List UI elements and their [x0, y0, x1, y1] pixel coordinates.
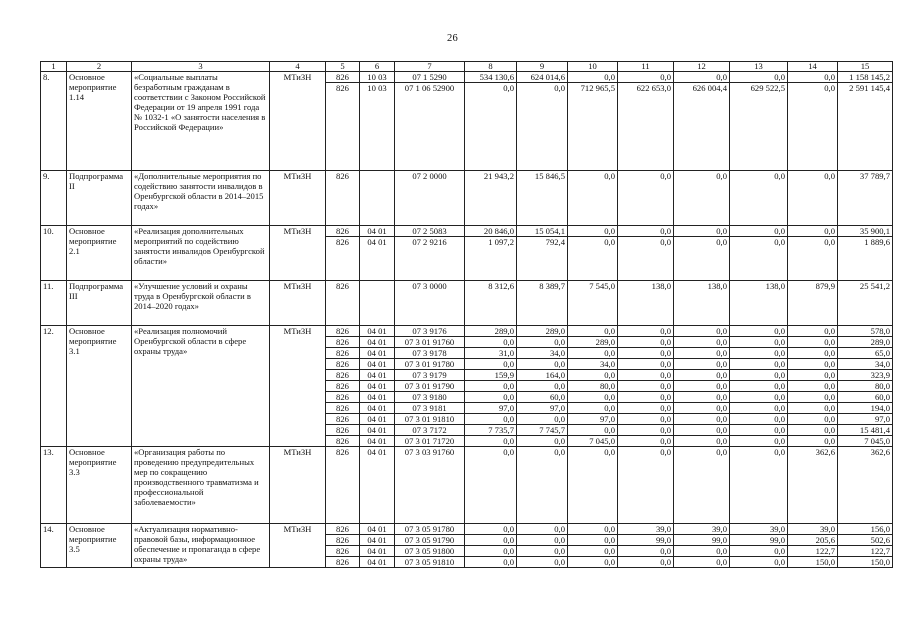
cell-c14: 150,0 — [788, 557, 838, 568]
executor: МТиЗН — [270, 447, 326, 524]
cell-c15: 25 541,2 — [838, 281, 893, 326]
event-name: «Актуализация нормативно-правовой базы, информационное обеспечение и пропаганда в сфере охраны труда» — [132, 524, 270, 568]
cell-c5: 826 — [326, 281, 360, 326]
cell-c14: 0,0 — [788, 359, 838, 370]
cell-c10: 0,0 — [568, 557, 618, 568]
cell-c5: 826 — [326, 381, 360, 392]
table-row — [41, 524, 893, 535]
cell-c13: 39,0 — [730, 524, 788, 535]
header-cell-1: 1 — [41, 62, 67, 72]
cell-c6: 04 01 — [360, 436, 395, 447]
cell-c5: 826 — [326, 370, 360, 381]
cell-c10: 0,0 — [568, 447, 618, 524]
cell-c11: 0,0 — [618, 546, 674, 557]
cell-c7: 07 3 9181 — [395, 403, 465, 414]
event-type: Подпрограмма II — [67, 171, 132, 226]
cell-c8: 159,9 — [465, 370, 517, 381]
cell-c15: 2 591 145,4 — [838, 83, 893, 171]
cell-c6: 04 01 — [360, 370, 395, 381]
executor: МТиЗН — [270, 72, 326, 171]
cell-c7: 07 3 9176 — [395, 326, 465, 337]
cell-c10: 34,0 — [568, 359, 618, 370]
cell-c15: 80,0 — [838, 381, 893, 392]
cell-c9: 164,0 — [517, 370, 568, 381]
cell-c5: 826 — [326, 535, 360, 546]
cell-c12: 0,0 — [674, 337, 730, 348]
cell-c11: 0,0 — [618, 425, 674, 436]
row-number: 11. — [41, 281, 67, 326]
cell-c12: 0,0 — [674, 370, 730, 381]
cell-c9: 0,0 — [517, 436, 568, 447]
cell-c7: 07 3 05 91790 — [395, 535, 465, 546]
row-number: 10. — [41, 226, 67, 281]
cell-c7: 07 3 9180 — [395, 392, 465, 403]
cell-c11: 0,0 — [618, 403, 674, 414]
cell-c13: 0,0 — [730, 370, 788, 381]
cell-c5: 826 — [326, 546, 360, 557]
cell-c15: 502,6 — [838, 535, 893, 546]
cell-c12: 0,0 — [674, 171, 730, 226]
header-cell-14: 14 — [788, 62, 838, 72]
cell-c13: 0,0 — [730, 226, 788, 237]
cell-c10: 0,0 — [568, 237, 618, 281]
header-cell-9: 9 — [517, 62, 568, 72]
cell-c10: 80,0 — [568, 381, 618, 392]
cell-c7: 07 3 01 71720 — [395, 436, 465, 447]
page-number: 26 — [446, 33, 459, 44]
cell-c11: 99,0 — [618, 535, 674, 546]
cell-c7: 07 2 5083 — [395, 226, 465, 237]
cell-c12: 39,0 — [674, 524, 730, 535]
cell-c8: 0,0 — [465, 535, 517, 546]
cell-c14: 0,0 — [788, 348, 838, 359]
cell-c15: 37 789,7 — [838, 171, 893, 226]
cell-c15: 156,0 — [838, 524, 893, 535]
cell-c14: 362,6 — [788, 447, 838, 524]
cell-c5: 826 — [326, 392, 360, 403]
cell-c13: 0,0 — [730, 337, 788, 348]
cell-c15: 7 045,0 — [838, 436, 893, 447]
row-number: 14. — [41, 524, 67, 568]
header-cell-12: 12 — [674, 62, 730, 72]
cell-c5: 826 — [326, 425, 360, 436]
cell-c10: 7 045,0 — [568, 436, 618, 447]
cell-c6: 04 01 — [360, 546, 395, 557]
cell-c10: 97,0 — [568, 414, 618, 425]
header-cell-11: 11 — [618, 62, 674, 72]
table-row — [41, 72, 893, 83]
cell-c6: 04 01 — [360, 392, 395, 403]
cell-c15: 122,7 — [838, 546, 893, 557]
cell-c15: 35 900,1 — [838, 226, 893, 237]
cell-c7: 07 1 5290 — [395, 72, 465, 83]
cell-c9: 0,0 — [517, 524, 568, 535]
cell-c13: 0,0 — [730, 326, 788, 337]
cell-c6: 04 01 — [360, 359, 395, 370]
event-type: Основное мероприятие 2.1 — [67, 226, 132, 281]
event-type: Подпрограмма III — [67, 281, 132, 326]
cell-c11: 0,0 — [618, 381, 674, 392]
event-name: «Дополнительные мероприятия по содействию занятости инвалидов в Оренбургской области в 2014–2015 годах» — [132, 171, 270, 226]
cell-c12: 0,0 — [674, 436, 730, 447]
budget-table — [40, 61, 893, 568]
cell-c10: 289,0 — [568, 337, 618, 348]
cell-c5: 826 — [326, 171, 360, 226]
cell-c8: 0,0 — [465, 524, 517, 535]
cell-c12: 0,0 — [674, 546, 730, 557]
cell-c6: 04 01 — [360, 337, 395, 348]
event-name: «Реализация полномочий Оренбургской области в сфере охраны труда» — [132, 326, 270, 447]
executor: МТиЗН — [270, 226, 326, 281]
cell-c10: 0,0 — [568, 546, 618, 557]
cell-c7: 07 3 03 91760 — [395, 447, 465, 524]
cell-c6 — [360, 281, 395, 326]
row-number: 12. — [41, 326, 67, 447]
cell-c14: 0,0 — [788, 226, 838, 237]
cell-c15: 323,9 — [838, 370, 893, 381]
cell-c5: 826 — [326, 237, 360, 281]
cell-c10: 0,0 — [568, 72, 618, 83]
cell-c13: 0,0 — [730, 557, 788, 568]
cell-c8: 0,0 — [465, 546, 517, 557]
cell-c12: 0,0 — [674, 392, 730, 403]
cell-c11: 0,0 — [618, 171, 674, 226]
cell-c13: 0,0 — [730, 546, 788, 557]
cell-c7: 07 3 7172 — [395, 425, 465, 436]
cell-c5: 826 — [326, 83, 360, 171]
table-row — [41, 447, 893, 524]
cell-c7: 07 3 9178 — [395, 348, 465, 359]
cell-c15: 60,0 — [838, 392, 893, 403]
table-row — [41, 171, 893, 226]
cell-c12: 0,0 — [674, 348, 730, 359]
cell-c9: 97,0 — [517, 403, 568, 414]
cell-c9: 15 054,1 — [517, 226, 568, 237]
cell-c8: 0,0 — [465, 447, 517, 524]
cell-c7: 07 3 01 91760 — [395, 337, 465, 348]
cell-c11: 0,0 — [618, 337, 674, 348]
event-name: «Социальные выплаты безработным гражданам в соответствии с Законом Российской Федерации от 19 апреля 1991 года № 1032-1 «О занятости населения в Российской Федерации» — [132, 72, 270, 171]
cell-c14: 0,0 — [788, 392, 838, 403]
cell-c13: 0,0 — [730, 171, 788, 226]
cell-c13: 0,0 — [730, 348, 788, 359]
cell-c15: 15 481,4 — [838, 425, 893, 436]
cell-c6: 04 01 — [360, 403, 395, 414]
cell-c9: 15 846,5 — [517, 171, 568, 226]
cell-c6: 04 01 — [360, 425, 395, 436]
cell-c5: 826 — [326, 436, 360, 447]
cell-c6: 04 01 — [360, 326, 395, 337]
cell-c6: 04 01 — [360, 557, 395, 568]
cell-c6: 10 03 — [360, 83, 395, 171]
cell-c7: 07 3 0000 — [395, 281, 465, 326]
cell-c7: 07 3 9179 — [395, 370, 465, 381]
cell-c9: 0,0 — [517, 381, 568, 392]
cell-c14: 0,0 — [788, 436, 838, 447]
cell-c8: 1 097,2 — [465, 237, 517, 281]
cell-c9: 289,0 — [517, 326, 568, 337]
cell-c10: 0,0 — [568, 370, 618, 381]
cell-c7: 07 3 01 91780 — [395, 359, 465, 370]
cell-c10: 0,0 — [568, 425, 618, 436]
cell-c14: 0,0 — [788, 83, 838, 171]
cell-c11: 0,0 — [618, 370, 674, 381]
cell-c10: 0,0 — [568, 392, 618, 403]
cell-c13: 0,0 — [730, 403, 788, 414]
cell-c5: 826 — [326, 403, 360, 414]
cell-c11: 0,0 — [618, 72, 674, 83]
cell-c9: 7 745,7 — [517, 425, 568, 436]
event-type: Основное мероприятие 1.14 — [67, 72, 132, 171]
event-type: Основное мероприятие 3.5 — [67, 524, 132, 568]
cell-c10: 0,0 — [568, 403, 618, 414]
cell-c7: 07 2 0000 — [395, 171, 465, 226]
cell-c6: 04 01 — [360, 381, 395, 392]
cell-c7: 07 3 05 91810 — [395, 557, 465, 568]
cell-c5: 826 — [326, 359, 360, 370]
cell-c8: 8 312,6 — [465, 281, 517, 326]
cell-c11: 0,0 — [618, 447, 674, 524]
cell-c8: 97,0 — [465, 403, 517, 414]
cell-c10: 0,0 — [568, 326, 618, 337]
cell-c7: 07 3 05 91800 — [395, 546, 465, 557]
header-cell-13: 13 — [730, 62, 788, 72]
cell-c7: 07 3 01 91790 — [395, 381, 465, 392]
cell-c6: 04 01 — [360, 226, 395, 237]
cell-c15: 194,0 — [838, 403, 893, 414]
cell-c14: 0,0 — [788, 326, 838, 337]
header-cell-7: 7 — [395, 62, 465, 72]
event-name: «Улучшение условий и охраны труда в Оренбургской области в 2014–2020 годах» — [132, 281, 270, 326]
cell-c7: 07 2 9216 — [395, 237, 465, 281]
cell-c9: 0,0 — [517, 414, 568, 425]
header-cell-15: 15 — [838, 62, 893, 72]
cell-c14: 0,0 — [788, 237, 838, 281]
cell-c8: 0,0 — [465, 337, 517, 348]
cell-c13: 0,0 — [730, 381, 788, 392]
cell-c14: 0,0 — [788, 370, 838, 381]
cell-c12: 0,0 — [674, 326, 730, 337]
cell-c9: 0,0 — [517, 83, 568, 171]
cell-c8: 21 943,2 — [465, 171, 517, 226]
event-type: Основное мероприятие 3.1 — [67, 326, 132, 447]
cell-c11: 0,0 — [618, 237, 674, 281]
cell-c9: 624 014,6 — [517, 72, 568, 83]
cell-c11: 0,0 — [618, 557, 674, 568]
cell-c12: 0,0 — [674, 425, 730, 436]
cell-c11: 0,0 — [618, 392, 674, 403]
cell-c13: 0,0 — [730, 359, 788, 370]
cell-c10: 0,0 — [568, 226, 618, 237]
cell-c12: 99,0 — [674, 535, 730, 546]
cell-c6: 04 01 — [360, 447, 395, 524]
cell-c9: 0,0 — [517, 359, 568, 370]
executor: МТиЗН — [270, 281, 326, 326]
cell-c8: 0,0 — [465, 414, 517, 425]
cell-c5: 826 — [326, 226, 360, 237]
cell-c11: 0,0 — [618, 359, 674, 370]
table-row — [41, 326, 893, 337]
cell-c13: 0,0 — [730, 436, 788, 447]
cell-c11: 622 653,0 — [618, 83, 674, 171]
cell-c12: 0,0 — [674, 403, 730, 414]
cell-c14: 0,0 — [788, 72, 838, 83]
cell-c12: 0,0 — [674, 72, 730, 83]
cell-c9: 60,0 — [517, 392, 568, 403]
cell-c11: 0,0 — [618, 436, 674, 447]
cell-c15: 150,0 — [838, 557, 893, 568]
cell-c8: 0,0 — [465, 557, 517, 568]
cell-c15: 65,0 — [838, 348, 893, 359]
cell-c12: 0,0 — [674, 414, 730, 425]
executor: МТиЗН — [270, 171, 326, 226]
cell-c12: 138,0 — [674, 281, 730, 326]
cell-c6: 04 01 — [360, 237, 395, 281]
cell-c8: 289,0 — [465, 326, 517, 337]
cell-c9: 0,0 — [517, 337, 568, 348]
cell-c8: 0,0 — [465, 381, 517, 392]
cell-c14: 205,6 — [788, 535, 838, 546]
cell-c12: 626 004,4 — [674, 83, 730, 171]
cell-c8: 534 130,6 — [465, 72, 517, 83]
header-cell-8: 8 — [465, 62, 517, 72]
cell-c10: 0,0 — [568, 171, 618, 226]
cell-c13: 99,0 — [730, 535, 788, 546]
cell-c12: 0,0 — [674, 237, 730, 281]
cell-c5: 826 — [326, 348, 360, 359]
cell-c12: 0,0 — [674, 381, 730, 392]
cell-c11: 0,0 — [618, 226, 674, 237]
cell-c9: 792,4 — [517, 237, 568, 281]
cell-c6: 10 03 — [360, 72, 395, 83]
cell-c9: 0,0 — [517, 557, 568, 568]
table-header-row — [41, 62, 893, 72]
cell-c12: 0,0 — [674, 447, 730, 524]
cell-c11: 138,0 — [618, 281, 674, 326]
cell-c5: 826 — [326, 557, 360, 568]
cell-c6: 04 01 — [360, 524, 395, 535]
cell-c14: 0,0 — [788, 403, 838, 414]
row-number: 8. — [41, 72, 67, 171]
cell-c8: 0,0 — [465, 359, 517, 370]
cell-c7: 07 3 01 91810 — [395, 414, 465, 425]
cell-c8: 31,0 — [465, 348, 517, 359]
cell-c5: 826 — [326, 337, 360, 348]
event-name: «Организация работы по проведению предупредительных мер по сокращению производственного травматизма и профессиональной заболеваемости» — [132, 447, 270, 524]
cell-c5: 826 — [326, 414, 360, 425]
cell-c5: 826 — [326, 326, 360, 337]
table-row — [41, 281, 893, 326]
cell-c13: 138,0 — [730, 281, 788, 326]
cell-c13: 629 522,5 — [730, 83, 788, 171]
cell-c10: 0,0 — [568, 348, 618, 359]
cell-c7: 07 1 06 52900 — [395, 83, 465, 171]
cell-c11: 39,0 — [618, 524, 674, 535]
cell-c14: 39,0 — [788, 524, 838, 535]
cell-c6 — [360, 171, 395, 226]
cell-c5: 826 — [326, 447, 360, 524]
table-row — [41, 226, 893, 237]
cell-c5: 826 — [326, 524, 360, 535]
cell-c13: 0,0 — [730, 392, 788, 403]
cell-c14: 0,0 — [788, 337, 838, 348]
cell-c13: 0,0 — [730, 414, 788, 425]
event-name: «Реализация дополнительных мероприятий по содействию занятости инвалидов Оренбургской области» — [132, 226, 270, 281]
cell-c15: 97,0 — [838, 414, 893, 425]
cell-c11: 0,0 — [618, 414, 674, 425]
cell-c7: 07 3 05 91780 — [395, 524, 465, 535]
cell-c14: 0,0 — [788, 425, 838, 436]
header-cell-2: 2 — [67, 62, 132, 72]
cell-c14: 879,9 — [788, 281, 838, 326]
cell-c10: 7 545,0 — [568, 281, 618, 326]
cell-c15: 1 158 145,2 — [838, 72, 893, 83]
cell-c15: 289,0 — [838, 337, 893, 348]
cell-c11: 0,0 — [618, 326, 674, 337]
cell-c9: 0,0 — [517, 447, 568, 524]
cell-c10: 712 965,5 — [568, 83, 618, 171]
cell-c14: 0,0 — [788, 381, 838, 392]
cell-c8: 7 735,7 — [465, 425, 517, 436]
cell-c6: 04 01 — [360, 348, 395, 359]
header-cell-4: 4 — [270, 62, 326, 72]
cell-c10: 0,0 — [568, 524, 618, 535]
cell-c9: 0,0 — [517, 535, 568, 546]
cell-c10: 0,0 — [568, 535, 618, 546]
cell-c13: 0,0 — [730, 425, 788, 436]
cell-c9: 8 389,7 — [517, 281, 568, 326]
executor: МТиЗН — [270, 524, 326, 568]
cell-c12: 0,0 — [674, 359, 730, 370]
row-number: 13. — [41, 447, 67, 524]
header-cell-6: 6 — [360, 62, 395, 72]
cell-c8: 0,0 — [465, 83, 517, 171]
cell-c13: 0,0 — [730, 237, 788, 281]
header-cell-5: 5 — [326, 62, 360, 72]
cell-c12: 0,0 — [674, 557, 730, 568]
cell-c13: 0,0 — [730, 72, 788, 83]
cell-c8: 20 846,0 — [465, 226, 517, 237]
cell-c15: 1 889,6 — [838, 237, 893, 281]
header-cell-10: 10 — [568, 62, 618, 72]
executor: МТиЗН — [270, 326, 326, 447]
cell-c5: 826 — [326, 72, 360, 83]
cell-c9: 0,0 — [517, 546, 568, 557]
event-type: Основное мероприятие 3.3 — [67, 447, 132, 524]
cell-c8: 0,0 — [465, 392, 517, 403]
cell-c11: 0,0 — [618, 348, 674, 359]
row-number: 9. — [41, 171, 67, 226]
cell-c9: 34,0 — [517, 348, 568, 359]
cell-c14: 0,0 — [788, 171, 838, 226]
cell-c15: 578,0 — [838, 326, 893, 337]
cell-c15: 362,6 — [838, 447, 893, 524]
cell-c13: 0,0 — [730, 447, 788, 524]
cell-c6: 04 01 — [360, 414, 395, 425]
cell-c15: 34,0 — [838, 359, 893, 370]
header-cell-3: 3 — [132, 62, 270, 72]
cell-c6: 04 01 — [360, 535, 395, 546]
cell-c8: 0,0 — [465, 436, 517, 447]
cell-c12: 0,0 — [674, 226, 730, 237]
cell-c14: 0,0 — [788, 414, 838, 425]
cell-c14: 122,7 — [788, 546, 838, 557]
